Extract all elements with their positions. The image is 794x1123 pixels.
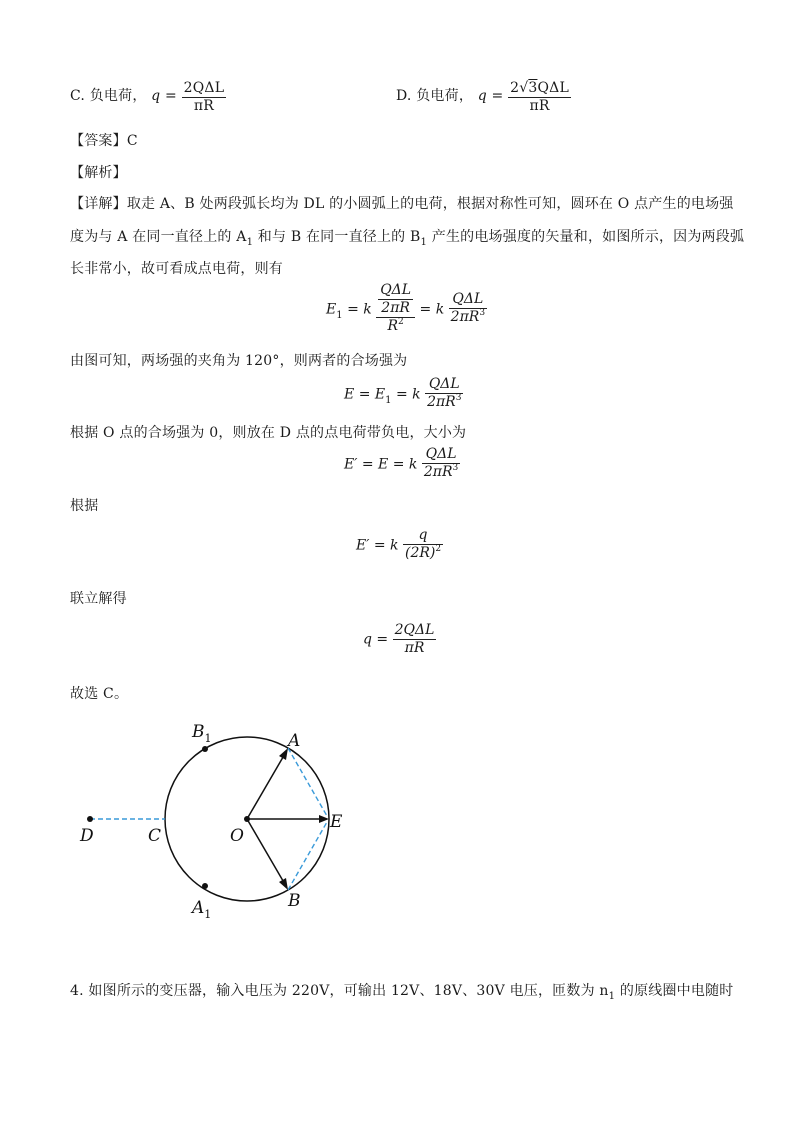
answer-line [70, 130, 138, 150]
label-o: O [230, 826, 244, 846]
eq2-lhs: E [344, 386, 355, 403]
question-4-text-a: 如图所示的变压器，输入电压为 220V，可输出 12V、18V、30V 电压，匝数为 n [88, 983, 609, 999]
circle-figure [70, 715, 370, 935]
detail-text-2b: 和与 B 在同一直径上的 B [253, 229, 421, 245]
eq5-num: 2QΔL [394, 622, 435, 638]
text-o: 根据 O 点的合场强为 0，则放在 D 点的点电荷带负电，大小为 [70, 425, 467, 441]
equation-1 [326, 282, 487, 337]
option-d-eq: = [491, 88, 504, 104]
detail-text-1: 取走 A、B 处两段弧长均为 DL 的小圆弧上的电荷，根据对称性可知，圆环在 O 点产生的电场强 [126, 196, 734, 212]
equation-2 [344, 376, 463, 413]
question-4-number: 4. [70, 983, 84, 999]
label-c: C [148, 826, 162, 846]
eq1-rhs-den-sup: 3 [479, 308, 486, 318]
option-c-var: q [151, 88, 161, 104]
eq3-lhs: E′ [344, 456, 358, 473]
equation-4 [356, 527, 443, 564]
eq2-mid-sub: 1 [385, 394, 392, 406]
eq1-inner-num: QΔL [380, 282, 412, 298]
eq1-rhs-den-base: 2πR [450, 309, 480, 325]
eq1-lhs: E [326, 301, 337, 318]
detail-sub-2: 1 [420, 237, 428, 248]
option-d-num-coef: 2 [510, 80, 520, 96]
eq1-k: k [363, 301, 372, 318]
eq4-lhs: E′ [356, 537, 370, 554]
eq3-equals: = [361, 456, 374, 473]
question-4 [70, 980, 733, 1000]
label-b1: $B_1$ [192, 722, 212, 745]
eq2-num: QΔL [425, 376, 463, 394]
eq1-rhs-fraction [449, 291, 487, 328]
eq2-equals: = [358, 386, 371, 403]
dashed-line-ae [288, 748, 327, 816]
detail-tag: 【详解】 [70, 196, 127, 212]
question-4-text-b: 的原线圈中电随时 [615, 983, 734, 999]
detail-sub-1: 1 [246, 237, 254, 248]
equation-5 [363, 622, 436, 657]
eq1-outer-den-base: R [387, 318, 399, 334]
option-d-denominator: πR [529, 98, 550, 114]
eq1-k2: k [435, 301, 445, 318]
analysis-tag: 【解析】 [70, 165, 127, 181]
eq3-den-base: 2πR [423, 464, 453, 480]
arrow-oa [247, 752, 286, 819]
detail-line-3: 长非常小，故可看成点电荷，则有 [70, 261, 283, 277]
option-d-var: q [477, 88, 487, 104]
point-a1 [202, 883, 208, 889]
eq1-rhs-num: QΔL [449, 291, 487, 309]
eq1-outer-den-sup: 2 [398, 317, 404, 327]
eq4-den [403, 545, 443, 564]
point-b1 [202, 746, 208, 752]
eq2-den-base: 2πR [427, 394, 456, 410]
label-d: D [80, 826, 94, 846]
eq2-equals-2: = [395, 386, 408, 403]
eq3-equals-2: = [392, 456, 405, 473]
eq4-den-base: (2R) [404, 545, 436, 561]
answer-value: C [126, 133, 138, 149]
detail-line-2 [70, 226, 744, 246]
eq5-den: πR [404, 640, 425, 656]
eq3-den-sup: 3 [452, 463, 459, 473]
question-4-sub: 1 [608, 991, 616, 1002]
eq3-k: k [408, 456, 418, 473]
eq3-den [422, 464, 460, 483]
eq3-mid: E [378, 456, 389, 473]
option-c-denominator: πR [193, 98, 214, 114]
label-a: A [288, 731, 301, 751]
eq1-outer-fraction [376, 282, 415, 337]
arrow-head-a [279, 748, 288, 760]
option-d-numerator [508, 80, 571, 98]
eq4-num: q [403, 527, 443, 545]
eq1-outer-den [376, 318, 415, 337]
option-c [70, 80, 226, 115]
eq5-fraction [393, 622, 437, 657]
equation-3 [344, 446, 460, 483]
detail-text-2c: 产生的电场强度的矢量和，如图所示，因为两段弧 [427, 229, 745, 245]
eq1-equals: = [347, 301, 359, 318]
eq4-equals: = [373, 537, 386, 554]
eq1-lhs-sub: 1 [336, 309, 343, 321]
text-combine: 联立解得 [70, 591, 127, 607]
label-a1: $A_1$ [192, 898, 212, 921]
detail-line-1 [70, 193, 734, 213]
text-basis: 根据 [70, 498, 99, 514]
eq1-outer-numerator [376, 282, 415, 318]
answer-tag: 【答案】 [70, 133, 127, 149]
text-angle: 由图可知，两场强的夹角为 120°，则两者的合场强为 [70, 353, 408, 369]
eq5-equals: = [376, 631, 389, 648]
eq1-rhs-den [449, 309, 487, 328]
eq2-fraction [425, 376, 463, 413]
eq3-fraction [422, 446, 460, 483]
eq5-lhs: q [363, 631, 372, 648]
eq4-fraction [403, 527, 443, 564]
detail-text-2a: 度为与 A 在同一直径上的 A [70, 229, 247, 245]
option-c-eq: = [165, 88, 177, 104]
sqrt-icon: √ [519, 80, 529, 96]
point-o [244, 816, 250, 822]
eq4-k: k [390, 537, 399, 554]
dashed-line-be [288, 822, 327, 890]
point-d [87, 816, 93, 822]
arrow-head-b [279, 878, 288, 890]
option-d-num-rest: QΔL [537, 80, 569, 96]
eq2-den [425, 394, 463, 413]
option-d-label: D. 负电荷， [396, 88, 474, 104]
eq1-inner-fraction [378, 282, 413, 317]
eq4-den-sup: 2 [435, 544, 442, 554]
option-d-fraction [508, 80, 571, 115]
option-d [396, 80, 571, 115]
text-choose: 故选 C。 [70, 686, 129, 702]
option-d-num-root: 3 [528, 80, 538, 96]
eq1-inner-den: 2πR [381, 300, 410, 316]
eq2-den-sup: 3 [455, 393, 462, 403]
eq3-num: QΔL [422, 446, 460, 464]
eq2-mid: E [374, 386, 386, 403]
option-c-fraction [182, 80, 227, 115]
eq1-equals-2: = [419, 301, 432, 318]
label-b: B [288, 891, 301, 911]
eq2-k: k [412, 386, 421, 403]
arrow-ob [247, 819, 286, 886]
arrow-head-e [319, 815, 329, 823]
option-c-label: C. 负电荷， [70, 88, 147, 104]
label-e: E [330, 812, 343, 832]
option-c-numerator: 2QΔL [183, 80, 225, 96]
